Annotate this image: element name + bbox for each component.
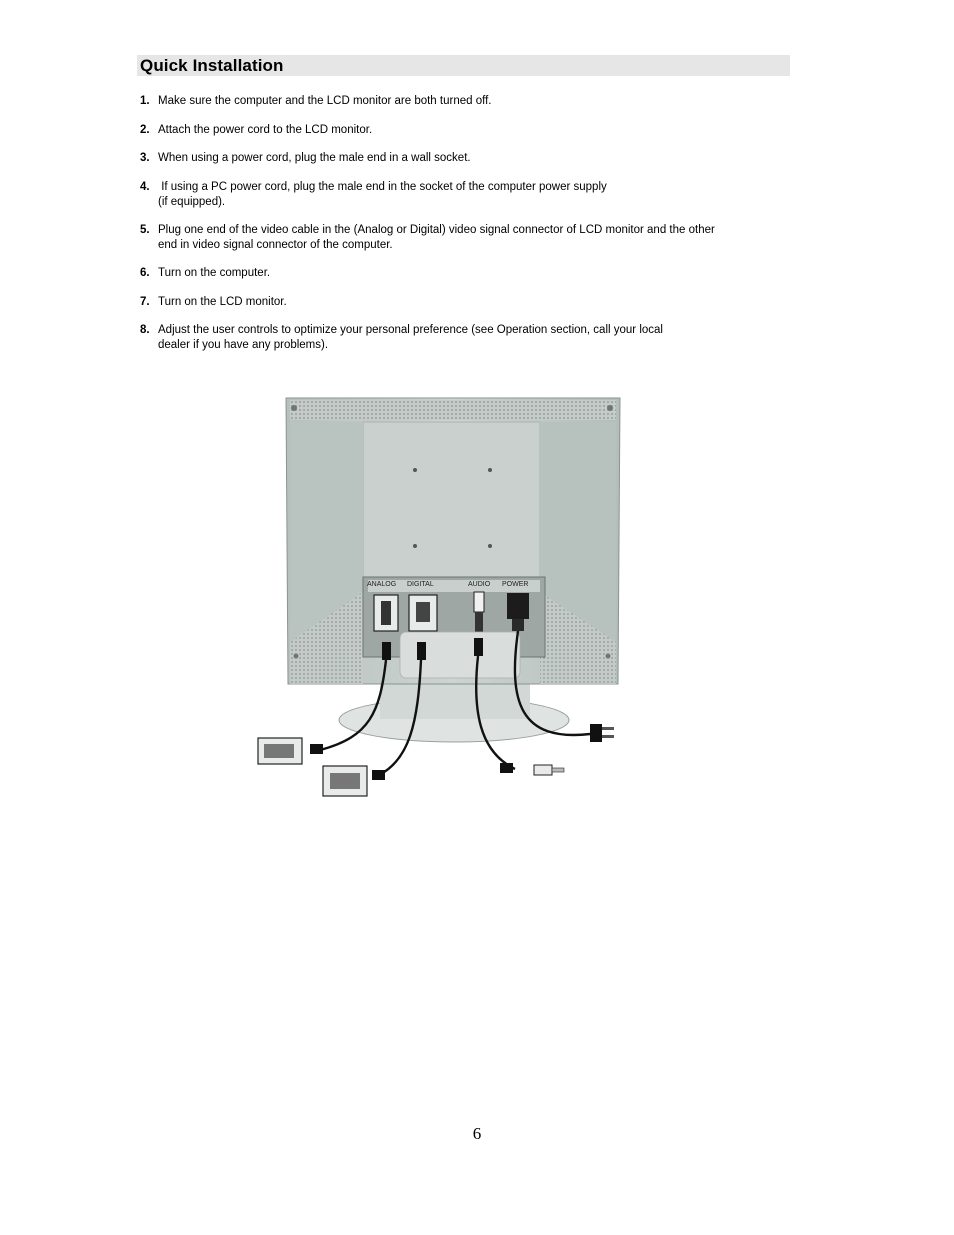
power-plug-prong [602, 735, 614, 738]
ferrite-bead [417, 642, 426, 660]
analog-plug-pins [381, 601, 391, 625]
port-label-power: POWER [502, 581, 529, 588]
section-header [137, 55, 790, 76]
step-number: 6. [140, 267, 150, 279]
step-8 [140, 323, 663, 352]
step-text: If using a PC power cord, plug the male end in the socket of the computer power supply [158, 181, 607, 193]
step-5 [140, 223, 715, 252]
monitor-rear-illustration [250, 392, 630, 802]
mount-screw [488, 468, 492, 472]
step-text: Plug one end of the video cable in the (Analog or Digital) video signal connector of LCD monitor and the other [158, 224, 715, 236]
step-4 [140, 180, 607, 209]
mount-screw [488, 544, 492, 548]
step-text: Make sure the computer and the LCD monitor are both turned off. [158, 95, 492, 107]
power-cord-end-plug [590, 724, 602, 742]
audio-jack-tip [552, 768, 564, 772]
step-number: 5. [140, 224, 150, 236]
power-plug-strain [512, 619, 524, 631]
center-panel [363, 422, 540, 578]
audio-plug [474, 592, 484, 612]
ferrite-bead [310, 744, 323, 754]
mount-screw [413, 544, 417, 548]
step-number: 7. [140, 296, 150, 308]
page-number: 6 [472, 1124, 482, 1143]
step-text-continued: end in video signal connector of the computer. [158, 238, 393, 251]
corner-screw [291, 405, 297, 411]
ferrite-bead [382, 642, 391, 660]
ferrite-bead [372, 770, 385, 780]
digital-plug-pins [416, 602, 430, 622]
step-text: When using a power cord, plug the male end in a wall socket. [158, 152, 471, 164]
corner-screw [294, 654, 299, 659]
step-number: 8. [140, 324, 150, 336]
step-1 [140, 94, 491, 109]
step-text: Turn on the computer. [158, 267, 271, 279]
ferrite-bead [500, 763, 513, 773]
port-label-analog: ANALOG [367, 581, 397, 588]
corner-screw [607, 405, 613, 411]
step-number: 2. [140, 124, 150, 136]
mount-screw [413, 468, 417, 472]
audio-cable-end-jack [534, 765, 552, 775]
step-text: Adjust the user controls to optimize your personal preference (see Operation section, call your local [158, 324, 663, 336]
digital-cable-end-pins [330, 773, 360, 789]
step-3 [140, 151, 471, 166]
analog-cable-end-pins [264, 744, 294, 758]
power-plug-prong [602, 727, 614, 730]
step-text: Turn on the LCD monitor. [158, 296, 287, 308]
step-number: 1. [140, 95, 150, 107]
step-2 [140, 123, 372, 138]
step-number: 4. [140, 181, 150, 193]
port-label-audio: AUDIO [468, 581, 491, 588]
step-text-continued: dealer if you have any problems). [158, 338, 329, 351]
step-7 [140, 295, 287, 310]
port-label-digital: DIGITAL [407, 581, 434, 588]
top-vent [290, 400, 616, 420]
corner-screw [606, 654, 611, 659]
section-title: Quick Installation [140, 56, 284, 75]
step-text-continued: (if equipped). [158, 195, 226, 208]
power-plug [507, 593, 529, 619]
ferrite-bead [474, 638, 483, 656]
step-6 [140, 266, 270, 281]
step-text: Attach the power cord to the LCD monitor. [158, 124, 373, 136]
step-number: 3. [140, 152, 150, 164]
